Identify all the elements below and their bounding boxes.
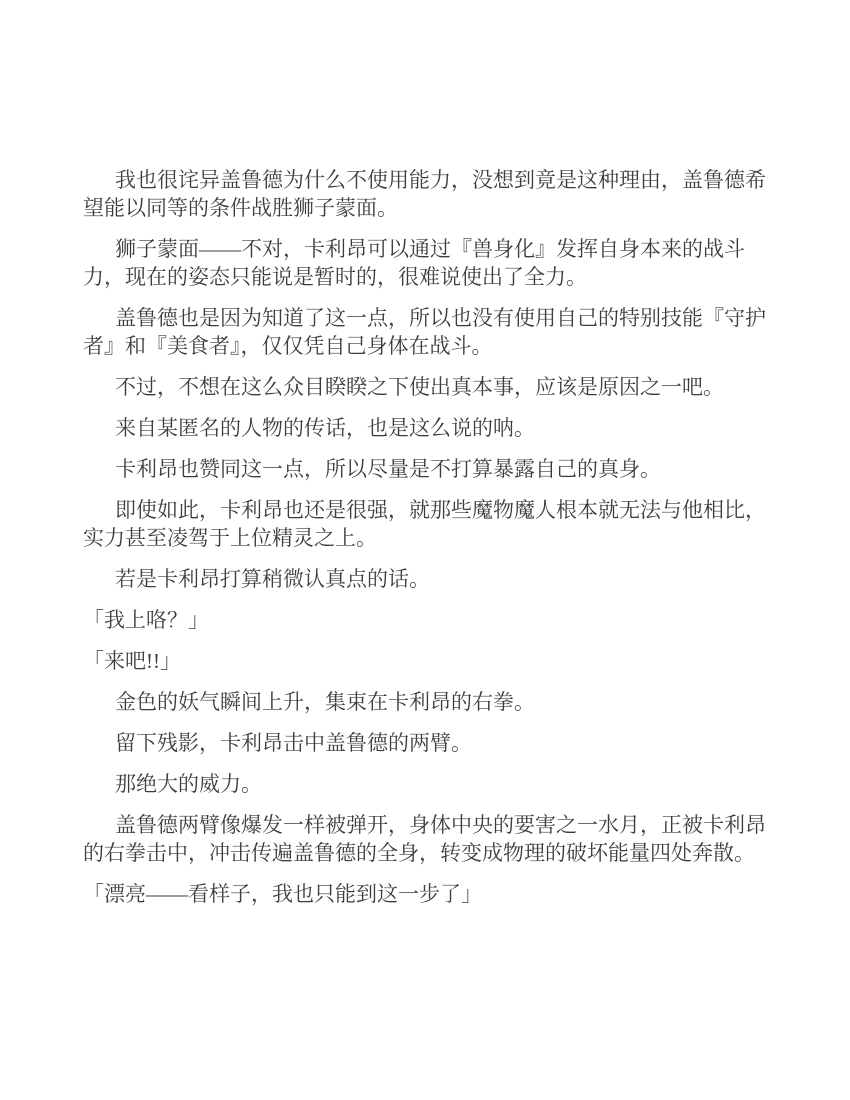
paragraph: 盖鲁德也是因为知道了这一点，所以也没有使用自己的特别技能『守护者』和『美食者』，仅仅凭自己身体在战斗。: [83, 306, 766, 358]
paragraph: 我也很诧异盖鲁德为什么不使用能力，没想到竟是这种理由，盖鲁德希望能以同等的条件战胜狮子蒙面。: [83, 168, 766, 220]
dialogue-line: 「来吧!!」: [83, 649, 181, 673]
paragraph: 卡利昂也赞同这一点，所以尽量是不打算暴露自己的真身。: [115, 457, 661, 481]
paragraph: 狮子蒙面——不对，卡利昂可以通过『兽身化』发挥自身本来的战斗力，现在的姿态只能说是暂时的，很难说使出了全力。: [83, 237, 745, 289]
paragraph: 那绝大的威力。: [115, 772, 262, 796]
dialogue-line: 「我上咯？」: [83, 608, 209, 632]
paragraph: 即使如此，卡利昂也还是很强，就那些魔物魔人根本就无法与他相比，实力甚至凌驾于上位精灵之上。: [83, 498, 766, 550]
paragraph: 不过，不想在这么众目睽睽之下使出真本事，应该是原因之一吧。: [115, 375, 724, 399]
paragraph: 金色的妖气瞬间上升，集束在卡利昂的右拳。: [115, 690, 535, 714]
paragraph: 留下残影，卡利昂击中盖鲁德的两臂。: [115, 731, 472, 755]
dialogue-line: 「漂亮——看样子，我也只能到这一步了」: [83, 882, 482, 906]
paragraph: 若是卡利昂打算稍微认真点的话。: [115, 567, 430, 591]
paragraph: 盖鲁德两臂像爆发一样被弹开，身体中央的要害之一水月，正被卡利昂的右拳击中，冲击传遍盖鲁德的全身，转变成物理的破坏能量四处奔散。: [83, 813, 766, 865]
paragraph: 来自某匿名的人物的传话，也是这么说的呐。: [115, 416, 535, 440]
page-text: [83, 166, 773, 921]
